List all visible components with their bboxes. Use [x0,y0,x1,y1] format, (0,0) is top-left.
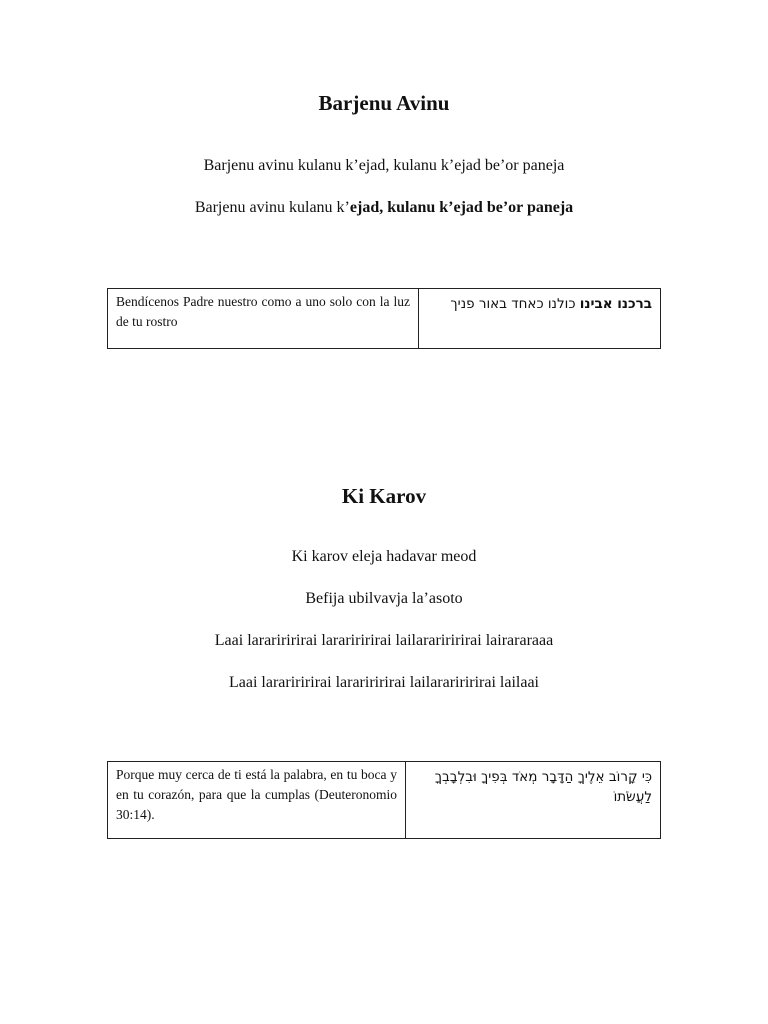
hebrew-bold-words: ברכנו אבינו [579,296,652,312]
table-row [108,289,661,349]
section-title-ki-karov: Ki Karov [341,484,427,508]
lyric-line-plain-part: Barjenu avinu kulanu k’ [194,199,350,216]
lyric-line-bold-part: ejad, kulanu k’ejad be’or paneja [349,199,574,216]
section-title-barjenu-avinu: Barjenu Avinu [318,91,450,115]
lyric-line: Ki karov eleja hadavar meod [291,548,477,565]
spanish-translation-cell: Porque muy cerca de ti está la palabra, en tu boca y en tu corazón, para que la cumplas (Deuteronomio 30:14). [108,762,406,839]
spanish-translation-cell: Bendícenos Padre nuestro como a uno solo con la luz de tu rostro [108,289,419,349]
lyric-line-partially-bold [0,199,768,217]
table-row [108,762,661,839]
lyric-line: Laai larariririrai larariririrai lailarariririrai lairararaaa [214,632,554,649]
lyric-line: Barjenu avinu kulanu k’ejad, kulanu k’ejad be’or paneja [203,157,565,174]
hebrew-text-cell [419,289,661,349]
hebrew-text-cell: כִּי קָרוֹב אֵלֶיךָ הַדָּבָר מְאֹד בְּפִיךָ וּבִלְבָבְךָ לַעֲשֹׂתוֹ [406,762,661,839]
hebrew-rest-words: כולנו כאחד באור פניך [450,296,580,312]
lyric-line: Befija ubilvavja la’asoto [305,590,463,607]
translation-table-ki-karov [107,761,661,839]
lyric-line: Laai larariririrai larariririrai lailarariririrai lailaai [228,674,539,691]
translation-table-barjenu [107,288,661,349]
